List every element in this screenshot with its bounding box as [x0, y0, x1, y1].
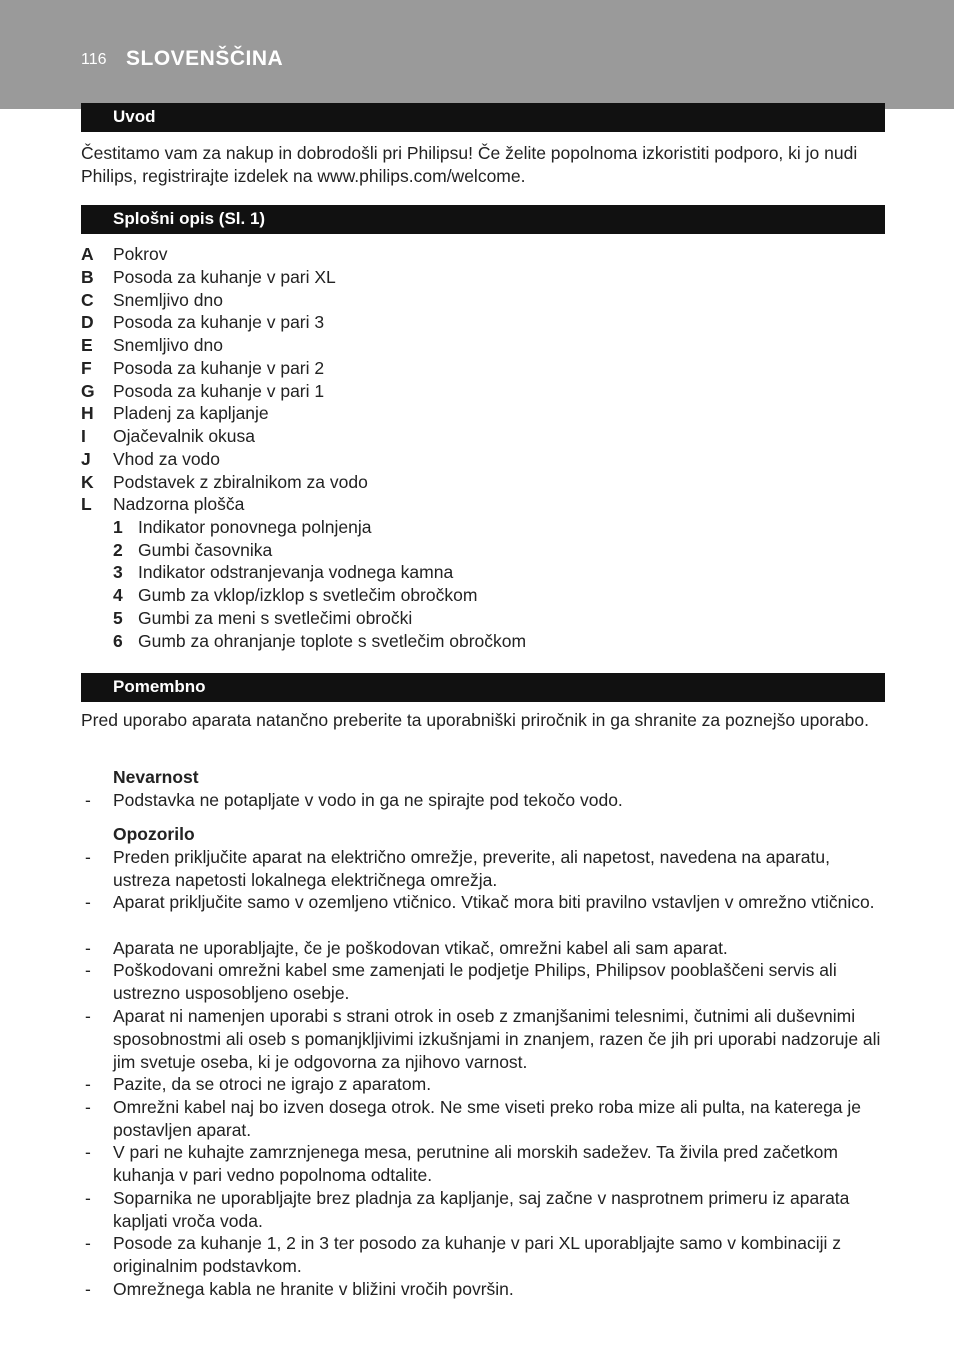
list-item: K Podstavek z zbiralnikom za vodo	[81, 472, 368, 492]
warning-list-item: - Aparat ni namenjen uporabi s strani otrok in oseb z zmanjšanimi telesnimi, čutnimi ali duševnimi sposobnostmi ali oseb s pomanjkljivimi izkušnjami in znanjem, razen če jih pri uporabi nadzoruje ali jim svetuje oseba, ki je odgovorna za njihovo varnost.	[85, 1006, 881, 1072]
list-item: L Nadzorna plošča	[81, 494, 245, 514]
section-title-general-description: Splošni opis (Sl. 1)	[113, 209, 266, 228]
danger-heading: Nevarnost	[113, 767, 199, 787]
warning-list-item: - Omrežni kabel naj bo izven dosega otrok. Ne sme viseti preko roba mize ali pulta, na katerega je postavljen aparat.	[85, 1097, 862, 1140]
list-item: F Posoda za kuhanje v pari 2	[81, 358, 325, 378]
section-title-intro: Uvod	[113, 107, 156, 126]
list-item: H Pladenj za kapljanje	[81, 403, 269, 423]
sub-list-item: 4 Gumb za vklop/izklop s svetlečim obročkom	[113, 585, 478, 605]
section-bar-important	[81, 673, 885, 702]
list-item: A Pokrov	[81, 244, 168, 264]
warning-list-item: - Aparat priključite samo v ozemljeno vtičnico. Vtikač mora biti pravilno vstavljen v omrežno vtičnico.	[85, 892, 875, 912]
list-item: G Posoda za kuhanje v pari 1	[81, 381, 325, 401]
sub-list-item: 1 Indikator ponovnega polnjenja	[113, 517, 372, 537]
list-item: E Snemljivo dno	[81, 335, 223, 355]
sub-list-item: 3 Indikator odstranjevanja vodnega kamna	[113, 562, 454, 582]
header-band	[0, 0, 954, 109]
page-language-title: SLOVENŠČINA	[126, 47, 284, 70]
warning-list-item: - Omrežnega kabla ne hranite v bližini vročih površin.	[85, 1279, 514, 1299]
sub-list-item: 2 Gumbi časovnika	[113, 540, 273, 560]
list-item: I Ojačevalnik okusa	[81, 426, 256, 446]
warning-list-item: - Pazite, da se otroci ne igrajo z aparatom.	[85, 1074, 432, 1094]
list-item: B Posoda za kuhanje v pari XL	[81, 267, 336, 287]
warning-list-item: - Posode za kuhanje 1, 2 in 3 ter posodo za kuhanje v pari XL uporabljajte samo v kombinaciji z originalnim podstavkom.	[85, 1233, 841, 1276]
list-item: D Posoda za kuhanje v pari 3	[81, 312, 325, 332]
section-bar-general-description	[81, 205, 885, 234]
warning-list-item: - Preden priključite aparat na električno omrežje, preverite, ali napetost, navedena na aparatu, ustreza napetosti lokalnega električnega omrežja.	[85, 847, 830, 890]
warning-list-item: - Soparnika ne uporabljajte brez pladnja za kapljanje, saj začne v nasprotnem primeru iz aparata kapljati vroča voda.	[85, 1188, 850, 1231]
danger-list-item: - Podstavka ne potapljate v vodo in ga ne spirajte pod tekočo vodo.	[85, 790, 623, 810]
important-intro-paragraph: Pred uporabo aparata natančno preberite ta uporabniški priročnik in ga shranite za poznejšo uporabo.	[81, 710, 870, 730]
warning-list-item: - V pari ne kuhajte zamrznjenega mesa, perutnine ali morskih sadežev. Ta živila pred začetkom kuhanja v pari vedno popolnoma odtalite.	[85, 1142, 838, 1185]
page-number: 116	[81, 51, 107, 68]
sub-list-item: 6 Gumb za ohranjanje toplote s svetlečim obročkom	[113, 631, 527, 651]
warning-list-item: - Aparata ne uporabljajte, če je poškodovan vtikač, omrežni kabel ali sam aparat.	[85, 938, 728, 958]
warning-list-item: - Poškodovani omrežni kabel sme zamenjati le podjetje Philips, Philipsov pooblaščeni servis ali ustrezno usposobljeno osebje.	[85, 960, 837, 1003]
list-item: C Snemljivo dno	[81, 290, 223, 310]
sub-list-item: 5 Gumbi za meni s svetlečimi obročki	[113, 608, 413, 628]
intro-paragraph: Čestitamo vam za nakup in dobrodošli pri Philipsu! Če želite popolnoma izkoristiti podporo, ki jo nudi Philips, registrirajte izdelek na www.philips.com/welcome.	[81, 143, 858, 186]
section-bar-intro	[81, 103, 885, 132]
section-title-important: Pomembno	[113, 677, 206, 696]
list-item: J Vhod za vodo	[81, 449, 221, 469]
warning-heading: Opozorilo	[113, 824, 195, 844]
